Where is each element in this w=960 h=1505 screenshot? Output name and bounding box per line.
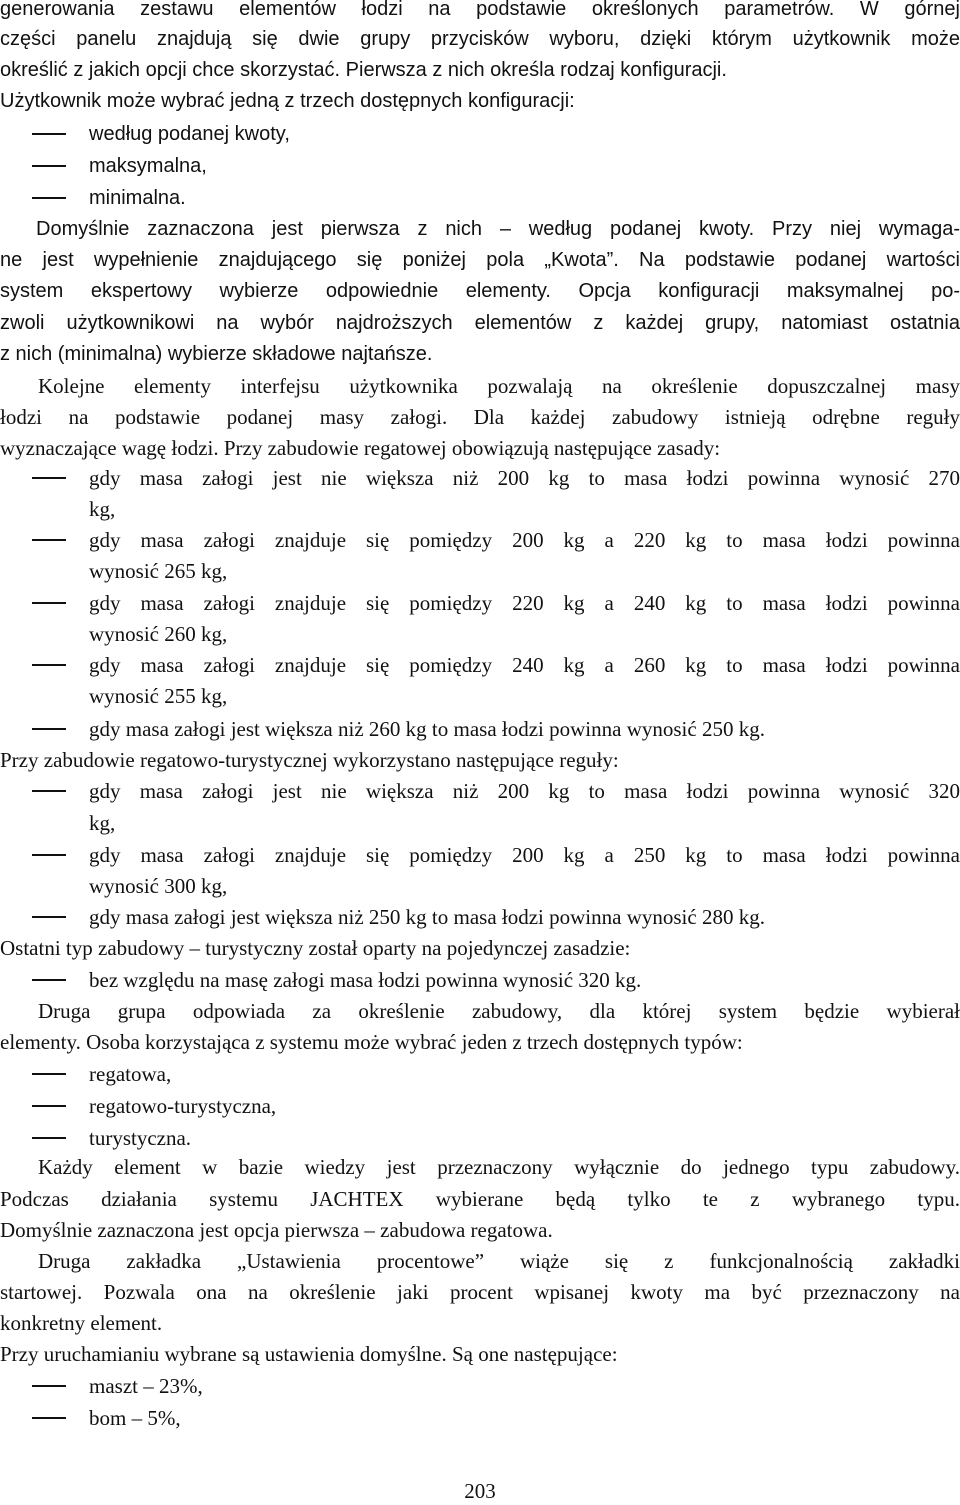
list-item-text: gdy masa załogi znajduje się pomiędzy 200 kg a 220 kg to masa łodzi powinna bbox=[89, 528, 960, 552]
dash-bullet bbox=[32, 1385, 66, 1387]
text-line: określić z jakich opcji chce skorzystać. Pierwsza z nich określa rodzaj konfiguracji. bbox=[0, 59, 727, 81]
list-item bbox=[0, 153, 960, 179]
list-item bbox=[0, 590, 960, 616]
text-line: Przy uruchamianiu wybrane są ustawienia domyślne. Są one następujące: bbox=[0, 1342, 618, 1366]
dash-bullet bbox=[32, 602, 66, 604]
list-item-text: maszt – 23%, bbox=[89, 1374, 203, 1398]
text-line: Domyślnie zaznaczona jest pierwsza z nich – według podanej kwoty. Przy niej wymaga- bbox=[36, 218, 960, 240]
list-item-text: regatowa, bbox=[89, 1062, 172, 1086]
list-item-text: według podanej kwoty, bbox=[89, 123, 290, 145]
text-line: Przy zabudowie regatowo-turystycznej wykorzystano następujące reguły: bbox=[0, 748, 619, 772]
dash-bullet bbox=[32, 539, 66, 541]
text-line: Podczas działania systemu JACHTEX wybierane będą tylko te z wybranego typu. bbox=[0, 1187, 960, 1211]
list-item-text: gdy masa załogi jest większa niż 260 kg to masa łodzi powinna wynosić 250 kg. bbox=[89, 717, 765, 741]
list-item-text: gdy masa załogi jest większa niż 250 kg to masa łodzi powinna wynosić 280 kg. bbox=[89, 905, 765, 929]
list-item-continuation: wynosić 300 kg, bbox=[89, 874, 228, 898]
list-item bbox=[0, 1405, 960, 1431]
list-item bbox=[0, 527, 960, 553]
text-line: łodzi na podstawie podanej masy załogi. Dla każdej zabudowy istnieją odrębne reguły bbox=[0, 405, 960, 429]
dash-bullet bbox=[32, 1073, 66, 1075]
text-line: konkretny element. bbox=[0, 1311, 163, 1335]
dash-bullet bbox=[32, 664, 66, 666]
text-line: elementy. Osoba korzystająca z systemu może wybrać jeden z trzech dostępnych typów: bbox=[0, 1030, 743, 1054]
list-item bbox=[0, 1061, 960, 1087]
list-item-text: gdy masa załogi jest nie większa niż 200 kg to masa łodzi powinna wynosić 270 bbox=[89, 466, 960, 490]
list-item bbox=[0, 465, 960, 491]
list-item-text: gdy masa załogi jest nie większa niż 200 kg to masa łodzi powinna wynosić 320 bbox=[89, 779, 960, 803]
text-line: części panelu znajdują się dwie grupy przycisków wyboru, dzięki którym użytkownik może bbox=[0, 28, 960, 50]
list-item bbox=[0, 967, 960, 993]
text-line: z nich (minimalna) wybierze składowe najtańsze. bbox=[0, 343, 433, 365]
dash-bullet bbox=[32, 1417, 66, 1419]
dash-bullet bbox=[32, 133, 66, 135]
text-line: wyznaczające wagę łodzi. Przy zabudowie regatowej obowiązują następujące zasady: bbox=[0, 436, 721, 460]
list-item-text: bez względu na masę załogi masa łodzi powinna wynosić 320 kg. bbox=[89, 968, 642, 992]
list-item-continuation: wynosić 260 kg, bbox=[89, 622, 228, 646]
list-item bbox=[0, 778, 960, 804]
dash-bullet bbox=[32, 916, 66, 918]
list-item bbox=[0, 716, 960, 742]
text-line: Ostatni typ zabudowy – turystyczny został oparty na pojedynczej zasadzie: bbox=[0, 936, 631, 960]
list-item-text: bom – 5%, bbox=[89, 1406, 181, 1430]
list-item bbox=[0, 121, 960, 147]
dash-bullet bbox=[32, 790, 66, 792]
list-item bbox=[0, 904, 960, 930]
text-line: Domyślnie zaznaczona jest opcja pierwsza – zabudowa regatowa. bbox=[0, 1218, 553, 1242]
dash-bullet bbox=[32, 854, 66, 856]
text-line: ne jest wypełnienie znajdującego się poniżej pola „Kwota”. Na podstawie podanej wartości bbox=[0, 249, 960, 271]
list-item-text: gdy masa załogi znajduje się pomiędzy 240 kg a 260 kg to masa łodzi powinna bbox=[89, 653, 960, 677]
list-item-continuation: wynosić 265 kg, bbox=[89, 559, 228, 583]
dash-bullet bbox=[32, 165, 66, 167]
dash-bullet bbox=[32, 1105, 66, 1107]
text-line: generowania zestawu elementów łodzi na podstawie określonych parametrów. W górnej bbox=[0, 0, 960, 20]
text-line: Kolejne elementy interfejsu użytkownika pozwalają na określenie dopuszczalnej masy bbox=[38, 374, 960, 398]
text-line: startowej. Pozwala ona na określenie jaki procent wpisanej kwoty ma być przeznaczony na bbox=[0, 1280, 960, 1304]
list-item-text: gdy masa załogi znajduje się pomiędzy 200 kg a 250 kg to masa łodzi powinna bbox=[89, 843, 960, 867]
text-line: Każdy element w bazie wiedzy jest przeznaczony wyłącznie do jednego typu zabudowy. bbox=[38, 1155, 960, 1179]
list-item bbox=[0, 652, 960, 678]
dash-bullet bbox=[32, 197, 66, 199]
list-item-text: maksymalna, bbox=[89, 155, 207, 177]
dash-bullet bbox=[32, 979, 66, 981]
list-item-text: turystyczna. bbox=[89, 1126, 192, 1150]
dash-bullet bbox=[32, 1137, 66, 1139]
list-item-continuation: kg, bbox=[89, 497, 116, 521]
list-item-text: gdy masa załogi znajduje się pomiędzy 220 kg a 240 kg to masa łodzi powinna bbox=[89, 591, 960, 615]
dash-bullet bbox=[32, 728, 66, 730]
list-item-text: minimalna. bbox=[89, 187, 186, 209]
list-item bbox=[0, 1373, 960, 1399]
list-item-text: regatowo-turystyczna, bbox=[89, 1094, 277, 1118]
text-line: Użytkownik może wybrać jedną z trzech dostępnych konfiguracji: bbox=[0, 90, 575, 112]
dash-bullet bbox=[32, 477, 66, 479]
list-item-continuation: kg, bbox=[89, 811, 116, 835]
text-line: Druga zakładka „Ustawienia procentowe” wiąże się z funkcjonalnością zakładki bbox=[38, 1249, 960, 1273]
page-number: 203 bbox=[464, 1479, 496, 1503]
list-item bbox=[0, 842, 960, 868]
list-item bbox=[0, 185, 960, 211]
text-line: zwoli użytkownikowi na wybór najdroższych elementów z każdej grupy, natomiast ostatnia bbox=[0, 312, 960, 334]
list-item bbox=[0, 1093, 960, 1119]
text-line: system ekspertowy wybierze odpowiednie elementy. Opcja konfiguracji maksymalnej po- bbox=[0, 280, 960, 302]
text-line: Druga grupa odpowiada za określenie zabudowy, dla której system będzie wybierał bbox=[38, 999, 960, 1023]
list-item bbox=[0, 1125, 960, 1151]
list-item-continuation: wynosić 255 kg, bbox=[89, 684, 228, 708]
